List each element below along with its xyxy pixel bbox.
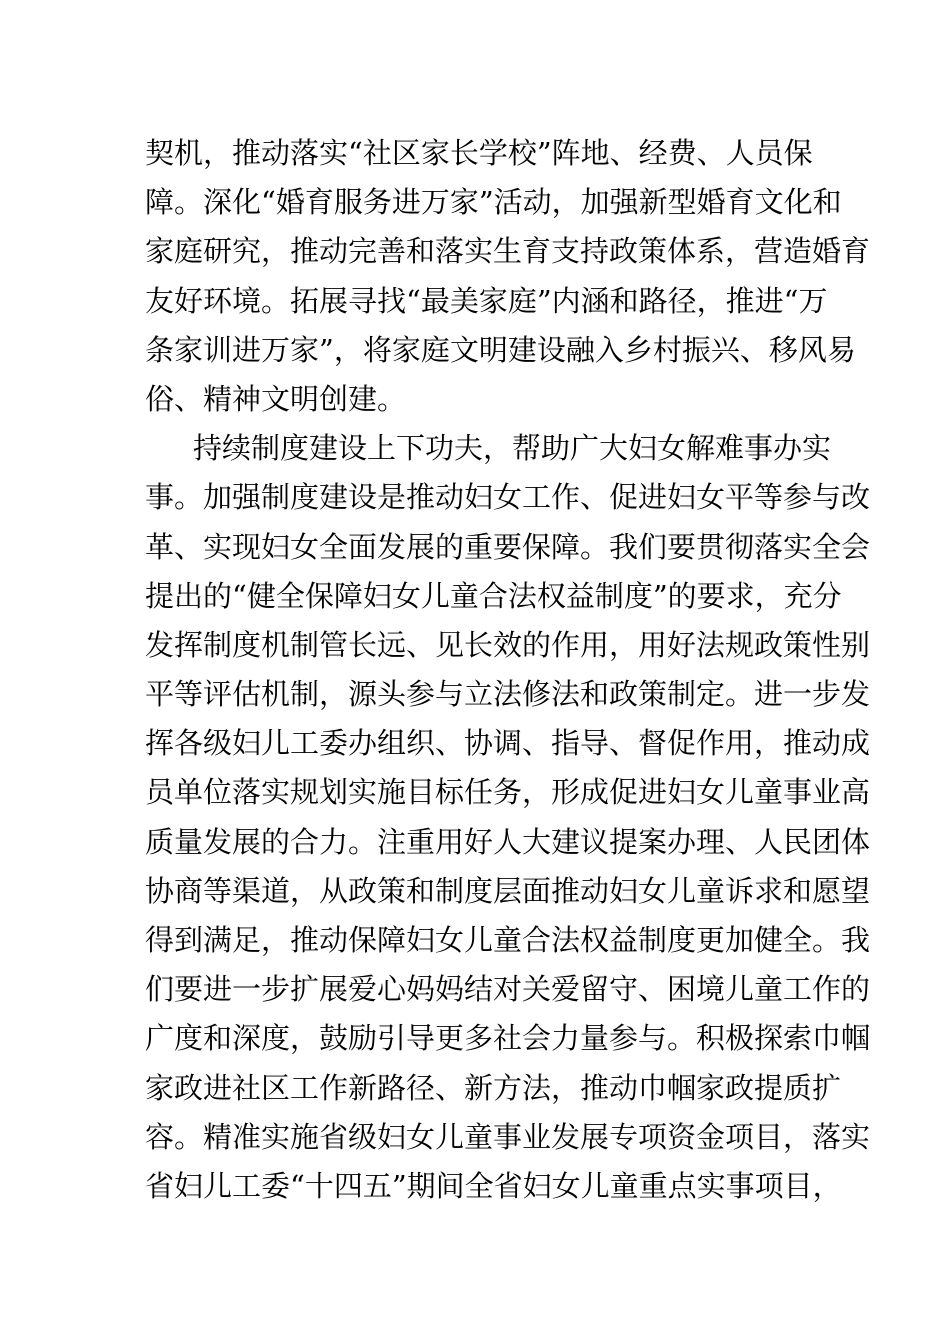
paragraph-line: 革、实现妇女全面发展的重要保障。我们要贯彻落实全会 bbox=[145, 529, 871, 564]
paragraph-line: 发挥制度机制管长远、见长效的作用，用好法规政策性别 bbox=[145, 627, 871, 662]
paragraph-line: 广度和深度，鼓励引导更多社会力量参与。积极探索巾帼 bbox=[145, 1021, 871, 1056]
paragraph-line: 事。加强制度建设是推动妇女工作、促进妇女平等参与改 bbox=[145, 480, 871, 515]
paragraph-line: 障。深化“婚育服务进万家”活动，加强新型婚育文化和 bbox=[145, 185, 842, 220]
paragraph-line: 协商等渠道，从政策和制度层面推动妇女儿童诉求和愿望 bbox=[145, 873, 871, 908]
paragraph-line: 提出的“健全保障妇女儿童合法权益制度”的要求，充分 bbox=[145, 578, 842, 613]
paragraph-line: 挥各级妇儿工委办组织、协调、指导、督促作用，推动成 bbox=[145, 726, 871, 761]
paragraph-line: 们要进一步扩展爱心妈妈结对关爱留守、困境儿童工作的 bbox=[145, 972, 871, 1007]
paragraph-line: 家政进社区工作新路径、新方法，推动巾帼家政提质扩 bbox=[145, 1070, 842, 1105]
paragraph-line: 俗、精神文明创建。 bbox=[145, 381, 407, 416]
paragraph-line: 家庭研究，推动完善和落实生育支持政策体系，营造婚育 bbox=[145, 234, 871, 269]
paragraph-line: 省妇儿工委“十四五”期间全省妇女儿童重点实事项目， bbox=[145, 1168, 842, 1203]
paragraph-line: 员单位落实规划实施目标任务，形成促进妇女儿童事业高 bbox=[145, 775, 871, 810]
paragraph-line: 契机，推动落实“社区家长学校”阵地、经费、人员保 bbox=[145, 136, 813, 170]
body-text bbox=[145, 129, 871, 1211]
paragraph-line: 得到满足，推动保障妇女儿童合法权益制度更加健全。我 bbox=[145, 923, 871, 957]
paragraph-line: 容。精准实施省级妇女儿童事业发展专项资金项目，落实 bbox=[145, 1119, 871, 1154]
paragraph-line: 条家训进万家”，将家庭文明建设融入乡村振兴、移风易 bbox=[145, 332, 856, 367]
paragraph-line: 持续制度建设上下功夫，帮助广大妇女解难事办实 bbox=[193, 431, 832, 466]
paragraph-line: 质量发展的合力。注重用好人大建议提案办理、人民团体 bbox=[145, 824, 871, 859]
paragraph-line: 平等评估机制，源头参与立法修法和政策制定。进一步发 bbox=[145, 677, 871, 712]
paragraph-line: 友好环境。拓展寻找“最美家庭”内涵和路径，推进“万 bbox=[145, 283, 828, 318]
